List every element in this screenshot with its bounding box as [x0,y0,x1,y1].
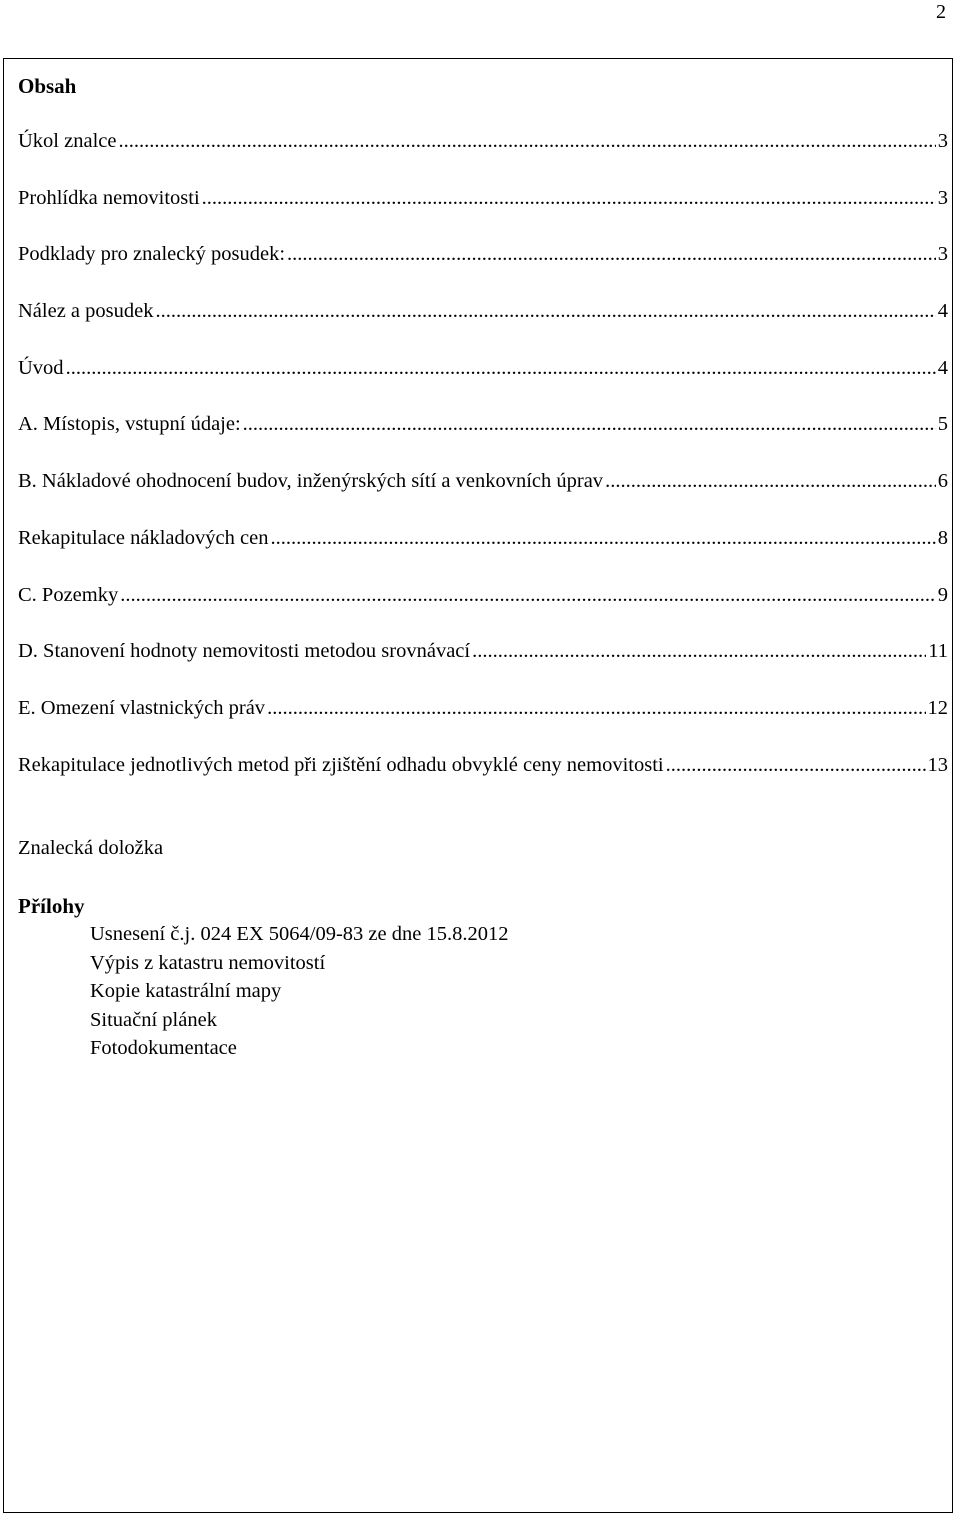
toc-entry-page: 11 [928,640,948,663]
toc-entry-page: 3 [937,243,948,266]
toc-entry-title: C. Pozemky [18,583,119,606]
attachment-item: Kopie katastrální mapy [90,980,282,1002]
expert-clause: Znalecká doložka [18,837,164,859]
toc-entry[interactable] [18,581,948,638]
toc-entry-page: 12 [927,696,948,719]
toc-entry[interactable] [18,410,948,467]
attachments-heading: Přílohy [18,894,85,918]
toc-entry-title: Úkol znalce [18,130,117,152]
attachment-item: Fotodokumentace [90,1037,237,1059]
attachment-item: Usnesení č.j. 024 EX 5064/09-83 ze dne 15.8.2012 [90,923,509,945]
toc-entry[interactable] [18,751,948,808]
content-frame [3,58,953,1513]
toc-entry[interactable] [18,240,948,297]
toc-dot-leader [202,184,936,212]
toc-entry-title: Nález a posudek [18,300,154,323]
toc-dot-leader [267,694,925,722]
toc-entry-page: 4 [937,300,948,323]
toc-entry-page: 13 [927,753,948,776]
attachment-item: Situační plánek [90,1008,217,1031]
toc-entry-page: 6 [937,470,948,493]
toc-entry-page: 9 [937,583,948,606]
toc-entry[interactable] [18,184,948,241]
toc-entry[interactable] [18,127,948,184]
toc-entry-page: 8 [937,526,948,549]
toc-entry-title: Prohlídka nemovitosti [18,186,200,209]
page-number: 2 [936,1,946,23]
toc-dot-leader [666,751,926,779]
toc-entry-page: 5 [937,413,948,436]
toc-dot-leader [270,524,935,552]
toc-dot-leader [243,410,936,438]
toc-dot-leader [605,467,936,495]
toc-entry-page: 4 [937,356,948,379]
toc-entry[interactable] [18,524,948,581]
toc-dot-leader [287,240,936,268]
toc-entry-title: A. Místopis, vstupní údaje: [18,413,241,436]
toc-entry-title: Rekapitulace nákladových cen [18,526,269,549]
toc-dot-leader [155,297,935,325]
toc-entry-title: D. Stanovení hodnoty nemovitosti metodou srovnávací [18,640,471,663]
toc-heading: Obsah [18,74,77,98]
toc-entry-title: Podklady pro znalecký posudek: [18,243,286,266]
toc-entry-page: 3 [937,130,948,152]
toc-entry-page: 3 [937,186,948,209]
toc-entry[interactable] [18,694,948,751]
toc-entry[interactable] [18,637,948,694]
attachments-list [90,920,508,1063]
toc-entry-title: Rekapitulace jednotlivých metod při zjištění odhadu obvyklé ceny nemovitosti [18,753,664,776]
attachment-item: Výpis z katastru nemovitostí [90,951,326,974]
toc-entry-title: Úvod [18,356,64,379]
toc-dot-leader [66,354,936,382]
toc-entry-title: B. Nákladové ohodnocení budov, inženýrských sítí a venkovních úprav [18,470,604,493]
toc-entry[interactable] [18,467,948,524]
toc-dot-leader [120,581,936,609]
table-of-contents [18,127,948,807]
toc-dot-leader [118,127,935,155]
toc-entry-title: E. Omezení vlastnických práv [18,696,266,719]
toc-entry[interactable] [18,297,948,354]
toc-entry[interactable] [18,354,948,411]
toc-dot-leader [472,637,926,665]
